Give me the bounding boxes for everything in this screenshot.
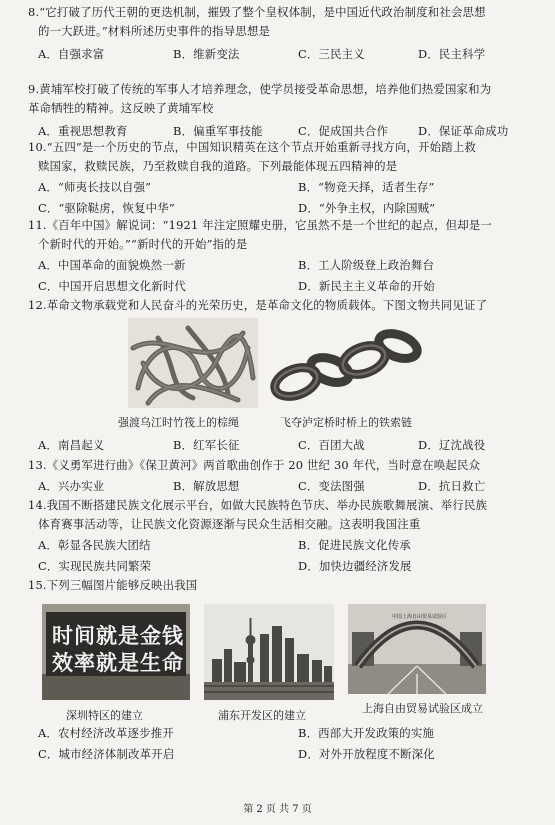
option-a: A．自强求富 — [38, 47, 105, 61]
palm-rope-photo — [128, 318, 258, 408]
question-12-line-1: 12.革命文物承载党和人民奋斗的光荣历史，是革命文化的物质载体。下图文物共同见证了 — [28, 298, 488, 312]
question-14 — [28, 496, 537, 573]
option-b: B．促进民族文化传承 — [298, 538, 411, 552]
question-9-line-1: 9.黄埔军校打破了传统的军事人才培养理念，使学员接受革命思想，培养他们热爱国家和为 — [28, 82, 492, 96]
option-a: A．农村经济改革逐步推开 — [38, 726, 174, 740]
question-14-line-1: 14.我国不断搭建民族文化展示平台，如做大民族特色节庆、举办民族歌舞展演、举行民族 — [28, 498, 488, 512]
caption-shenzhen: 深圳特区的建立 — [66, 709, 143, 722]
question-number: 13. — [28, 458, 47, 472]
question-number: 9. — [28, 82, 40, 96]
caption-chain: 飞夺泸定桥时桥上的铁索链 — [280, 416, 412, 429]
option-a: A．兴办实业 — [38, 479, 105, 493]
option-d: D．保证革命成功 — [418, 124, 509, 138]
option-c: C．城市经济体制改革开启 — [38, 747, 175, 761]
iron-chain-photo — [268, 318, 424, 410]
question-14-line-2: 体育赛事活动等，让民族文化资源逐渐与民众生活相交融。这表明我国注重 — [38, 517, 421, 531]
option-b: B．工人阶级登上政治舞台 — [298, 258, 435, 272]
option-b: B．“物竞天择，适者生存” — [298, 180, 435, 194]
option-a: A．南昌起义 — [38, 438, 105, 452]
question-15-line-1: 15.下列三幅图片能够反映出我国 — [28, 578, 198, 592]
ftz-gate-photo — [348, 604, 486, 694]
option-b: B．维新变法 — [173, 47, 240, 61]
option-c: C．“驱除鞑虏，恢复中华” — [38, 201, 175, 215]
option-b: B．解放思想 — [173, 479, 240, 493]
option-d: D．“外争主权，内除国贼” — [298, 201, 436, 215]
question-11-line-1: 11.《百年中国》解说词：“1921 年注定照耀史册，它虽然不是一个世纪的起点，但却是一 — [28, 218, 493, 232]
option-c: C．促成国共合作 — [298, 124, 389, 138]
option-d: D．抗日救亡 — [418, 479, 486, 493]
sign-text-2: 效率就是生命 — [52, 651, 184, 675]
option-d: D．民主科学 — [418, 47, 486, 61]
pudong-skyline-photo — [204, 604, 334, 700]
question-15 — [28, 576, 537, 595]
caption-ftz: 上海自由贸易试验区成立 — [362, 702, 483, 715]
page-footer: 第 2 页 共 7 页 — [243, 804, 312, 815]
question-12 — [28, 296, 537, 315]
option-a: A．重视思想教育 — [38, 124, 128, 138]
question-8 — [28, 3, 537, 61]
question-13 — [28, 456, 537, 493]
caption-pudong: 浦东开发区的建立 — [218, 709, 306, 722]
option-c: C．三民主义 — [298, 47, 365, 61]
question-number: 15. — [28, 578, 47, 592]
question-number: 12. — [28, 298, 47, 312]
shenzhen-sign-photo — [42, 604, 190, 700]
question-8-line-1: 8.“它打破了历代王朝的更迭机制，摧毁了整个皇权体制，是中国近代政治制度和社会思想 — [28, 5, 486, 19]
question-number: 10. — [28, 140, 47, 154]
question-11-line-2: 个新时代的开始。”“新时代的开始”指的是 — [38, 237, 248, 251]
question-number: 11. — [28, 218, 47, 232]
option-c: C．中国开启思想文化新时代 — [38, 279, 187, 293]
caption-rope: 强渡乌江时竹筏上的棕绳 — [118, 416, 239, 429]
question-11 — [28, 216, 537, 293]
option-a: A．“师夷长技以自强” — [38, 180, 152, 194]
option-b: B．红军长征 — [173, 438, 240, 452]
option-a: A．中国革命的面貌焕然一新 — [38, 258, 186, 272]
question-9 — [28, 80, 537, 138]
option-b: B．西部大开发政策的实施 — [298, 726, 435, 740]
option-c: C．变法图强 — [298, 479, 365, 493]
question-9-line-2: 革命牺牲的精神。这反映了黄埔军校 — [28, 101, 214, 115]
option-c: C．百团大战 — [298, 438, 365, 452]
option-b: B．偏重军事技能 — [173, 124, 263, 138]
gate-text: 中国上海自由贸易试验区 — [392, 614, 448, 620]
question-13-line-1: 13.《义勇军进行曲》《保卫黄河》两首歌曲创作于 20 世纪 30 年代，当时意在唤起民众 — [28, 458, 481, 472]
option-d: D．新民主主义革命的开始 — [298, 279, 435, 293]
question-number: 8. — [28, 5, 40, 19]
question-10 — [28, 138, 537, 215]
question-10-line-1: 10.“五四”是一个历史的节点，中国知识精英在这个节点开始重新寻找方向，开始踏上救 — [28, 140, 477, 154]
option-d: D．对外开放程度不断深化 — [298, 747, 435, 761]
option-c: C．实现民族共同繁荣 — [38, 559, 152, 573]
option-d: D．加快边疆经济发展 — [298, 559, 412, 573]
option-a: A．彰显各民族大团结 — [38, 538, 151, 552]
option-d: D．辽沈战役 — [418, 438, 486, 452]
sign-text-1: 时间就是金钱 — [52, 624, 184, 648]
question-10-line-2: 赎国家，救赎民族，乃至救赎自我的道路。下列最能体现五四精神的是 — [38, 159, 398, 173]
question-number: 14. — [28, 498, 47, 512]
question-8-line-2: 的一大跃进。”材料所述历史事件的指导思想是 — [38, 24, 271, 38]
